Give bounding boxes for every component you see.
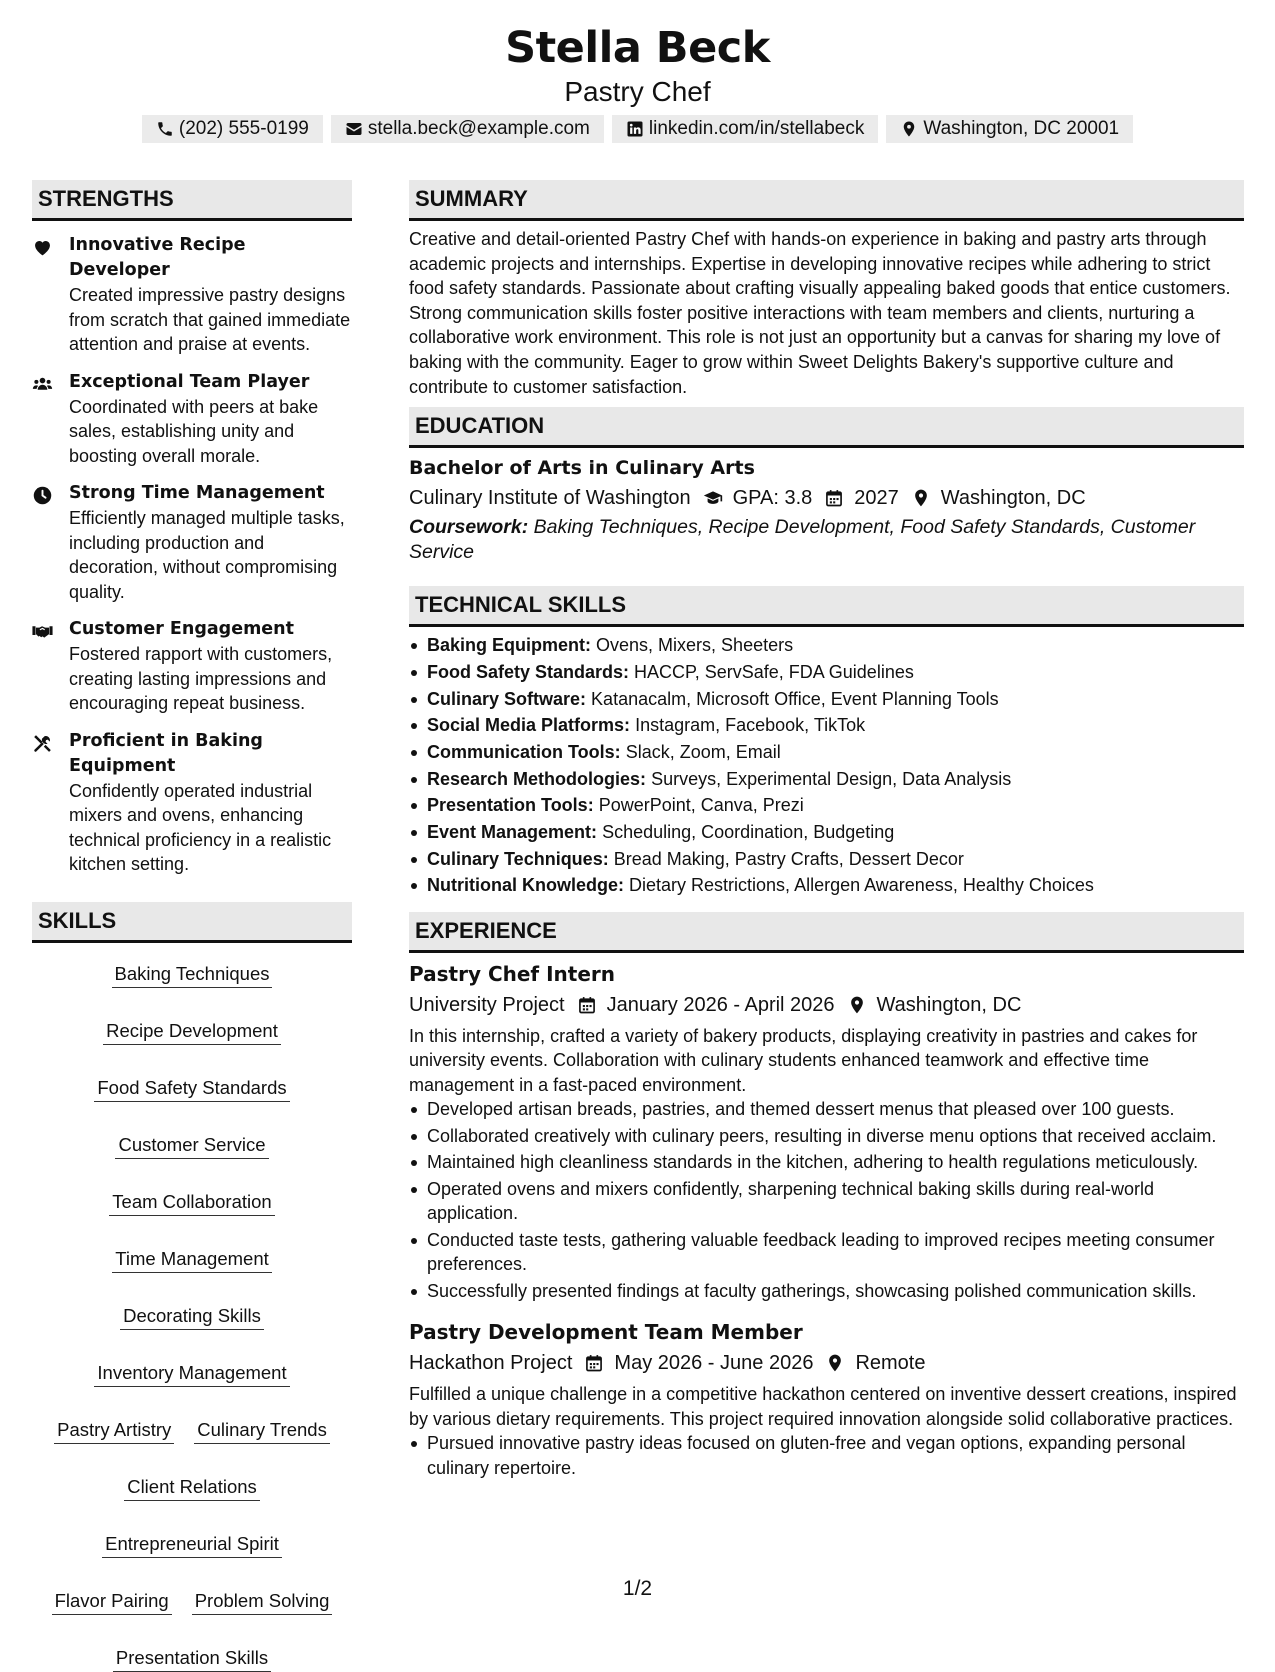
technical-skills-section <box>409 586 1244 898</box>
resume-header <box>0 22 1275 143</box>
linkedin-icon <box>626 120 644 138</box>
gpa: GPA: 3.8 <box>732 487 813 510</box>
skill-tag: Entrepreneurial Spirit <box>102 1531 282 1558</box>
experience-section <box>409 912 1244 1481</box>
coursework <box>409 515 1244 564</box>
strength-item <box>32 481 352 604</box>
experience-heading: EXPERIENCE <box>409 912 1244 953</box>
skill-tag: Food Safety Standards <box>94 1075 289 1102</box>
skill-tag: Client Relations <box>124 1474 260 1501</box>
job-entry <box>409 959 1244 1304</box>
map-pin-icon <box>813 1353 855 1373</box>
skill-tag: Problem Solving <box>192 1588 333 1615</box>
map-pin-icon <box>899 488 941 508</box>
skill-tag: Time Management <box>112 1246 272 1273</box>
calendar-icon <box>572 1353 614 1373</box>
job-description: In this internship, crafted a variety of bakery products, displaying creativity in pastries and cakes for university events. Collaboration with culinary students enhanced teamwork and effective time management in a fast-paced environment. <box>409 1025 1198 1095</box>
candidate-name: Stella Beck <box>505 23 770 73</box>
candidate-role: Pastry Chef <box>564 76 711 107</box>
map-pin-icon <box>900 120 918 138</box>
left-column <box>32 180 352 1672</box>
graduation-cap-icon <box>691 488 733 508</box>
strength-title: Exceptional Team Player <box>69 371 310 392</box>
technical-skills-list <box>409 633 1244 898</box>
list-item: Food Safety Standards: HACCP, ServSafe, FDA Guidelines <box>409 660 1244 685</box>
skill-tag: Decorating Skills <box>120 1303 264 1330</box>
school-location: Washington, DC <box>940 487 1086 510</box>
job-location: Remote <box>855 1352 926 1375</box>
technical-skills-heading: TECHNICAL SKILLS <box>409 586 1244 627</box>
skill-tag: Flavor Pairing <box>52 1588 172 1615</box>
list-item: Conducted taste tests, gathering valuable feedback leading to improved recipes meeting consumer preferences. <box>409 1228 1244 1277</box>
list-item: Presentation Tools: PowerPoint, Canva, Prezi <box>409 793 1244 818</box>
tools-icon <box>32 729 69 877</box>
list-item: Operated ovens and mixers confidently, sharpening technical baking skills during real-world application. <box>409 1177 1244 1226</box>
handshake-icon <box>32 617 69 716</box>
job-title: Pastry Chef Intern <box>409 961 615 986</box>
job-org: Hackathon Project <box>409 1352 573 1375</box>
list-item: Research Methodologies: Surveys, Experimental Design, Data Analysis <box>409 767 1244 792</box>
job-dates: January 2026 - April 2026 <box>606 993 835 1016</box>
degree-title: Bachelor of Arts in Culinary Arts <box>409 457 755 480</box>
skill-tag: Pastry Artistry <box>54 1417 174 1444</box>
contact-phone-text: (202) 555-0199 <box>178 118 309 139</box>
list-item: Baking Equipment: Ovens, Mixers, Sheeters <box>409 633 1244 658</box>
strengths-heading: STRENGTHS <box>32 180 352 221</box>
job-org: University Project <box>409 993 565 1016</box>
users-icon <box>32 370 69 469</box>
coursework-list: Baking Techniques, Recipe Development, Food Safety Standards, Customer Service <box>409 516 1196 563</box>
job-location: Washington, DC <box>876 993 1022 1016</box>
skill-tag: Inventory Management <box>94 1360 289 1387</box>
strength-title: Innovative Recipe Developer <box>69 235 246 280</box>
job-meta <box>409 990 1244 1020</box>
strength-item <box>32 729 352 877</box>
list-item: Nutritional Knowledge: Dietary Restrictions, Allergen Awareness, Healthy Choices <box>409 873 1244 898</box>
school-name: Culinary Institute of Washington <box>409 487 691 510</box>
contact-bar <box>0 115 1275 143</box>
clock-icon <box>32 481 69 604</box>
list-item: Collaborated creatively with culinary peers, resulting in diverse menu options that received acclaim. <box>409 1124 1244 1149</box>
job-bullets <box>409 1097 1244 1303</box>
contact-email[interactable] <box>331 115 604 143</box>
contact-location-text: Washington, DC 20001 <box>923 118 1120 139</box>
list-item: Communication Tools: Slack, Zoom, Email <box>409 740 1244 765</box>
skill-tag: Customer Service <box>115 1132 268 1159</box>
coursework-label: Coursework: <box>409 516 529 539</box>
calendar-icon <box>565 995 607 1015</box>
education-meta <box>409 483 1244 513</box>
skill-tag: Team Collaboration <box>109 1189 274 1216</box>
strength-title: Customer Engagement <box>69 619 295 639</box>
list-item: Culinary Software: Katanacalm, Microsoft Office, Event Planning Tools <box>409 687 1244 712</box>
strength-desc: Coordinated with peers at bake sales, establishing unity and boosting overall morale. <box>69 396 319 466</box>
heart-icon <box>32 233 69 357</box>
skills-heading: SKILLS <box>32 902 352 943</box>
strength-desc: Fostered rapport with customers, creating lasting impressions and encouraging repeat business. <box>69 644 333 713</box>
contact-phone <box>142 115 323 143</box>
list-item: Successfully presented findings at faculty gatherings, showcasing polished communication skills. <box>409 1279 1244 1304</box>
list-item: Social Media Platforms: Instagram, Facebook, TikTok <box>409 713 1244 738</box>
strength-desc: Efficiently managed multiple tasks, including production and decoration, without compromising quality. <box>69 508 345 602</box>
strength-item <box>32 370 352 469</box>
job-meta <box>409 1348 1244 1378</box>
summary-text: Creative and detail-oriented Pastry Chef with hands-on experience in baking and pastry arts through academic projects and internships. Expertise in developing innovative recipes while adhering to strict food safety standards. Passionate about crafting visually appealing baked goods that entice customers. Strong communication skills foster positive interactions with team members and clients, nurturing a collaborative work environment. This role is not just an opportunity but a canvas for sharing my love of baking with the community. Eager to grow within Sweet Delights Bakery's supportive culture and contribute to customer satisfaction. <box>409 229 1231 397</box>
skill-tag: Recipe Development <box>103 1018 281 1045</box>
envelope-icon <box>345 120 363 138</box>
contact-linkedin[interactable] <box>612 115 878 143</box>
strength-title: Proficient in Baking Equipment <box>69 730 263 776</box>
skill-tag: Culinary Trends <box>194 1417 330 1444</box>
list-item: Maintained high cleanliness standards in the kitchen, adhering to health regulations meticulously. <box>409 1150 1244 1175</box>
phone-icon <box>156 120 174 138</box>
list-item: Developed artisan breads, pastries, and themed dessert menus that pleased over 100 guests. <box>409 1097 1244 1122</box>
skills-list <box>32 943 352 1672</box>
strength-desc: Created impressive pastry designs from scratch that gained immediate attention and praise at events. <box>69 285 351 354</box>
education-heading: EDUCATION <box>409 407 1244 448</box>
job-title: Pastry Development Team Member <box>409 1320 803 1345</box>
education-section <box>409 407 1244 564</box>
list-item: Culinary Techniques: Bread Making, Pastry Crafts, Dessert Decor <box>409 847 1244 872</box>
contact-email-text[interactable]: stella.beck@example.com <box>367 118 590 139</box>
job-dates: May 2026 - June 2026 <box>614 1352 814 1375</box>
strength-title: Strong Time Management <box>69 483 325 503</box>
list-item: Pursued innovative pastry ideas focused on gluten-free and vegan options, expanding personal culinary repertoire. <box>409 1431 1244 1480</box>
strength-item <box>32 617 352 716</box>
job-bullets <box>409 1431 1244 1480</box>
skills-section <box>32 902 352 1672</box>
summary-heading: SUMMARY <box>409 180 1244 221</box>
graduation-year: 2027 <box>854 487 899 510</box>
skill-tag: Baking Techniques <box>112 961 273 988</box>
right-column <box>409 180 1244 1482</box>
contact-linkedin-text[interactable]: linkedin.com/in/stellabeck <box>648 118 865 139</box>
contact-location <box>886 115 1133 143</box>
map-pin-icon <box>835 995 877 1015</box>
page-indicator: 1/2 <box>622 1577 653 1600</box>
strengths-list <box>32 233 352 877</box>
job-description: Fulfilled a unique challenge in a competitive hackathon centered on inventive dessert creations, inspired by various dietary requirements. This project required innovation alongside solid collaborative practices. <box>409 1384 1237 1429</box>
strength-desc: Confidently operated industrial mixers and ovens, enhancing technical proficiency in a realistic kitchen setting. <box>69 780 332 874</box>
calendar-icon <box>812 488 854 508</box>
list-item: Event Management: Scheduling, Coordination, Budgeting <box>409 820 1244 845</box>
skill-tag: Presentation Skills <box>113 1645 271 1672</box>
job-entry <box>409 1317 1244 1480</box>
strength-item <box>32 233 352 357</box>
